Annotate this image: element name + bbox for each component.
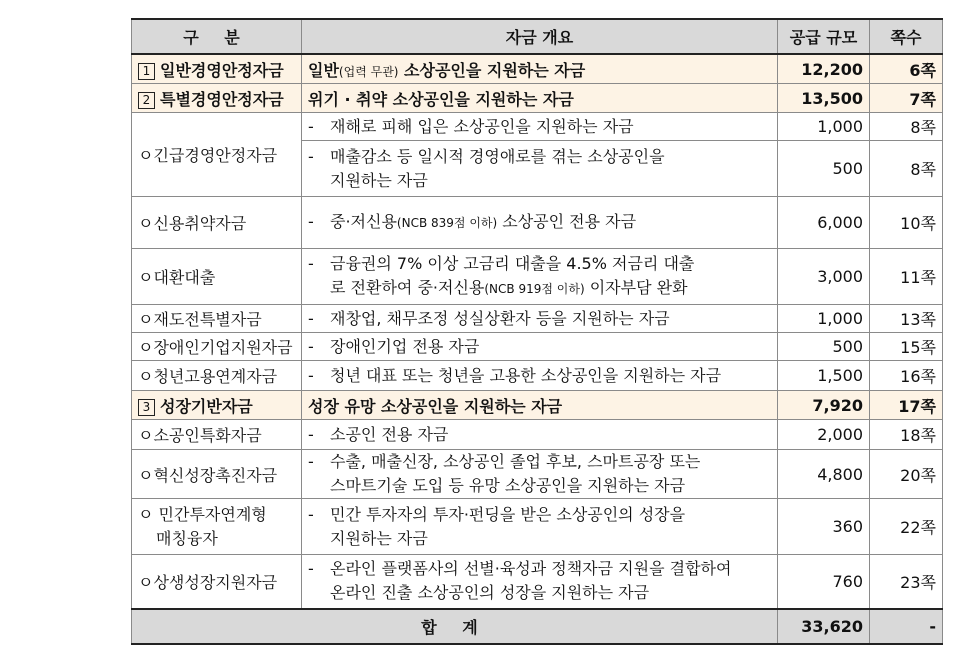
dash: - <box>308 212 314 231</box>
category-number-box: 2 <box>138 92 155 109</box>
category-row-special <box>132 84 943 113</box>
category-number-box: 1 <box>138 63 155 80</box>
item-desc <box>302 450 778 499</box>
category-page: 7쪽 <box>870 84 943 113</box>
desc-line: 온라인 플랫폼사의 선별·육성과 정책자금 지원을 결합하여 <box>330 559 732 579</box>
desc-line: 지원하는 자금 <box>330 170 428 190</box>
item-row-youth <box>132 361 943 391</box>
category-desc: 위기 · 취약 소상공인을 지원하는 자금 <box>302 84 778 113</box>
category-name <box>132 391 302 420</box>
item-name-restart: ㅇ재도전특별자금 <box>132 305 302 333</box>
desc-line: 스마트기술 도입 등 유망 소상공인을 지원하는 자금 <box>330 476 686 495</box>
item-name-innovation: ㅇ혁신성장촉진자금 <box>132 450 302 499</box>
dash: - <box>308 424 314 444</box>
item-supply: 6,000 <box>778 197 870 249</box>
category-page: 17쪽 <box>870 391 943 420</box>
desc-line: 청년 대표 또는 청년을 고용한 소상공인을 지원하는 자금 <box>330 365 722 385</box>
desc-pre: 중·저신용 <box>330 212 397 231</box>
dash: - <box>308 365 314 385</box>
item-page: 22쪽 <box>870 499 943 555</box>
item-page: 8쪽 <box>870 141 943 197</box>
category-supply: 12,200 <box>778 54 870 84</box>
category-name <box>132 84 302 113</box>
category-label: 특별경영안정자금 <box>160 89 284 109</box>
item-name-private <box>132 499 302 555</box>
item-supply: 2,000 <box>778 420 870 450</box>
desc-main: 일반 <box>308 60 339 80</box>
table-header-row <box>132 19 943 54</box>
item-row-emergency-1 <box>132 113 943 141</box>
item-desc <box>302 141 778 197</box>
item-row-coexist <box>132 555 943 609</box>
item-row-credit <box>132 197 943 249</box>
category-row-general <box>132 54 943 84</box>
category-label: 일반경영안정자금 <box>160 60 284 80</box>
item-name-sogongin: ㅇ소공인특화자금 <box>132 420 302 450</box>
category-label: 성장기반자금 <box>160 396 253 416</box>
dash: - <box>308 504 314 524</box>
header-supply: 공급 규모 <box>778 19 870 54</box>
item-name-youth: ㅇ청년고용연계자금 <box>132 361 302 391</box>
desc-line: 온라인 진출 소상공인의 성장을 지원하는 자금 <box>330 583 650 603</box>
item-name-line: ㅇ 민간투자연계형 <box>138 504 267 524</box>
desc-line: 지원하는 자금 <box>330 528 428 548</box>
total-page: - <box>870 609 943 644</box>
item-supply: 360 <box>778 499 870 555</box>
category-name <box>132 54 302 84</box>
dash: - <box>308 308 314 328</box>
desc-line: 재창업, 채무조정 성실상환자 등을 지원하는 자금 <box>330 308 670 328</box>
desc-small: (NCB 839점 이하) <box>396 216 498 230</box>
item-name-line: 매칭융자 <box>156 528 218 548</box>
item-desc <box>302 499 778 555</box>
category-supply: 7,920 <box>778 391 870 420</box>
desc-pre: 로 전환하여 중·저신용 <box>330 278 485 297</box>
dash: - <box>308 116 314 136</box>
item-page: 16쪽 <box>870 361 943 391</box>
item-page: 20쪽 <box>870 450 943 499</box>
dash: - <box>308 146 314 166</box>
header-pages: 쪽수 <box>870 19 943 54</box>
item-page: 10쪽 <box>870 197 943 249</box>
item-row-private <box>132 499 943 555</box>
category-supply: 13,500 <box>778 84 870 113</box>
item-row-sogongin <box>132 420 943 450</box>
desc-line: 장애인기업 전용 자금 <box>330 336 480 356</box>
item-row-restart <box>132 305 943 333</box>
item-page: 8쪽 <box>870 113 943 141</box>
desc-rest: 소상공인을 지원하는 자금 <box>398 60 586 80</box>
item-page: 23쪽 <box>870 555 943 609</box>
category-desc <box>302 54 778 84</box>
dash: - <box>308 336 314 356</box>
item-page: 15쪽 <box>870 333 943 361</box>
desc-line: 소공인 전용 자금 <box>330 424 449 444</box>
item-desc <box>302 420 778 450</box>
desc-post: 이자부담 완화 <box>584 278 688 297</box>
item-page: 11쪽 <box>870 249 943 305</box>
total-label: 합 계 <box>132 609 778 644</box>
category-number-box: 3 <box>138 399 155 416</box>
item-supply: 4,800 <box>778 450 870 499</box>
item-desc <box>302 197 778 249</box>
item-name-credit: ㅇ신용취약자금 <box>132 197 302 249</box>
desc-small: (NCB 919점 이하) <box>484 282 585 296</box>
item-desc <box>302 113 778 141</box>
total-row <box>132 609 943 644</box>
desc-small: (업력 무관) <box>338 64 399 79</box>
item-desc <box>302 555 778 609</box>
item-desc <box>302 249 778 305</box>
category-row-growth <box>132 391 943 420</box>
fund-table <box>131 18 943 645</box>
item-supply: 760 <box>778 555 870 609</box>
header-overview: 자금 개요 <box>302 19 778 54</box>
dash: - <box>308 452 314 471</box>
item-page: 13쪽 <box>870 305 943 333</box>
desc-line: 재해로 피해 입은 소상공인을 지원하는 자금 <box>330 116 634 136</box>
dash: - <box>308 559 314 579</box>
item-row-innovation <box>132 450 943 499</box>
total-supply: 33,620 <box>778 609 870 644</box>
category-desc: 성장 유망 소상공인을 지원하는 자금 <box>302 391 778 420</box>
desc-line: 민간 투자자의 투자·펀딩을 받은 소상공인의 성장을 <box>330 504 686 524</box>
item-desc <box>302 361 778 391</box>
desc-line: 매출감소 등 일시적 경영애로를 겪는 소상공인을 <box>330 146 665 166</box>
category-page: 6쪽 <box>870 54 943 84</box>
desc-post: 소상공인 전용 자금 <box>497 212 637 231</box>
item-row-refinance <box>132 249 943 305</box>
item-row-disabled <box>132 333 943 361</box>
item-supply: 500 <box>778 333 870 361</box>
item-page: 18쪽 <box>870 420 943 450</box>
item-supply: 1,500 <box>778 361 870 391</box>
header-gubun: 구 분 <box>132 19 302 54</box>
item-desc <box>302 305 778 333</box>
item-desc <box>302 333 778 361</box>
item-supply: 3,000 <box>778 249 870 305</box>
item-supply: 1,000 <box>778 305 870 333</box>
item-name-emergency: ㅇ긴급경영안정자금 <box>132 113 302 197</box>
desc-line: 금융권의 7% 이상 고금리 대출을 4.5% 저금리 대출 <box>330 254 695 273</box>
item-name-disabled: ㅇ장애인기업지원자금 <box>132 333 302 361</box>
dash: - <box>308 254 314 273</box>
item-name-refinance: ㅇ대환대출 <box>132 249 302 305</box>
item-name-coexist: ㅇ상생성장지원자금 <box>132 555 302 609</box>
item-supply: 500 <box>778 141 870 197</box>
desc-line: 수출, 매출신장, 소상공인 졸업 후보, 스마트공장 또는 <box>330 452 701 471</box>
item-supply: 1,000 <box>778 113 870 141</box>
